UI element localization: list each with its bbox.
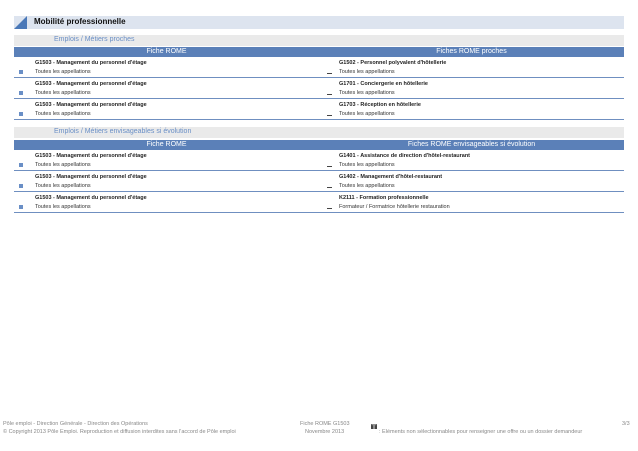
- row-right-title: K2111 - Formation professionnelle: [339, 195, 429, 201]
- dash-icon: [327, 94, 332, 95]
- footer-page-number: 3/3: [622, 421, 630, 427]
- row-left-sub: Toutes les appellations: [35, 204, 91, 210]
- row-left-sub: Toutes les appellations: [35, 183, 91, 189]
- footer-copyright: © Copyright 2013 Pôle Emploi. Reproduction et diffusion interdites sans l'accord de Pôle emploi: [3, 429, 236, 435]
- table-row: [14, 101, 624, 120]
- proches-col-left: Fiche ROME: [146, 48, 187, 55]
- footer-note: : Eléments non sélectionnables pour renseigner une offre ou un dossier demandeur: [379, 429, 583, 435]
- section-title: Mobilité professionnelle: [34, 17, 126, 26]
- row-left-sub: Toutes les appellations: [35, 69, 91, 75]
- footer-date: Novembre 2013: [305, 429, 345, 435]
- square-bullet-icon: [19, 91, 23, 95]
- dash-icon: [327, 73, 332, 74]
- table-row: [14, 194, 624, 213]
- row-right-sub: Toutes les appellations: [339, 90, 395, 96]
- row-right-sub: Toutes les appellations: [339, 111, 395, 117]
- proches-heading-text: Emplois / Métiers proches: [54, 36, 135, 43]
- dash-icon: [327, 208, 332, 209]
- row-left-sub: Toutes les appellations: [35, 90, 91, 96]
- evolution-heading-text: Emplois / Métiers envisageables si évolution: [54, 128, 192, 135]
- evolution-column-header: [14, 140, 624, 150]
- evolution-col-left: Fiche ROME: [146, 141, 187, 148]
- row-left-title: G1503 - Management du personnel d'étage: [35, 102, 147, 108]
- dash-icon: [327, 187, 332, 188]
- proches-column-header: [14, 47, 624, 57]
- row-left-title: G1503 - Management du personnel d'étage: [35, 81, 147, 87]
- table-row: [14, 173, 624, 192]
- dash-icon: [327, 115, 332, 116]
- row-right-sub: Toutes les appellations: [339, 162, 395, 168]
- square-bullet-icon: [19, 205, 23, 209]
- footer-fiche: Fiche ROME G1503: [300, 421, 350, 427]
- section-header: [14, 16, 624, 29]
- book-icon: [371, 424, 377, 429]
- row-right-sub: Toutes les appellations: [339, 69, 395, 75]
- row-left-title: G1503 - Management du personnel d'étage: [35, 153, 147, 159]
- square-bullet-icon: [19, 112, 23, 116]
- section-marker-icon: [14, 16, 27, 29]
- proches-col-right: Fiches ROME proches: [436, 48, 507, 55]
- row-left-title: G1503 - Management du personnel d'étage: [35, 174, 147, 180]
- square-bullet-icon: [19, 163, 23, 167]
- square-bullet-icon: [19, 70, 23, 74]
- row-right-title: G1701 - Conciergerie en hôtellerie: [339, 81, 428, 87]
- row-left-title: G1503 - Management du personnel d'étage: [35, 195, 147, 201]
- table-row: [14, 80, 624, 99]
- row-right-title: G1502 - Personnel polyvalent d'hôtellerie: [339, 60, 447, 66]
- proches-heading: [14, 35, 624, 46]
- table-row: [14, 59, 624, 78]
- row-left-sub: Toutes les appellations: [35, 162, 91, 168]
- row-right-sub: Toutes les appellations: [339, 183, 395, 189]
- evolution-heading: [14, 127, 624, 138]
- row-left-sub: Toutes les appellations: [35, 111, 91, 117]
- evolution-col-right: Fiches ROME envisageables si évolution: [407, 141, 536, 148]
- table-row: [14, 152, 624, 171]
- row-right-title: G1401 - Assistance de direction d'hôtel-restaurant: [339, 153, 471, 159]
- row-right-title: G1703 - Réception en hôtellerie: [339, 102, 421, 108]
- row-left-title: G1503 - Management du personnel d'étage: [35, 60, 147, 66]
- square-bullet-icon: [19, 184, 23, 188]
- dash-icon: [327, 166, 332, 167]
- row-right-sub: Formateur / Formatrice hôtellerie restauration: [339, 204, 450, 210]
- row-right-title: G1402 - Management d'hôtel-restaurant: [339, 174, 443, 180]
- footer-org: Pôle emploi - Direction Générale - Direction des Opérations: [3, 421, 148, 427]
